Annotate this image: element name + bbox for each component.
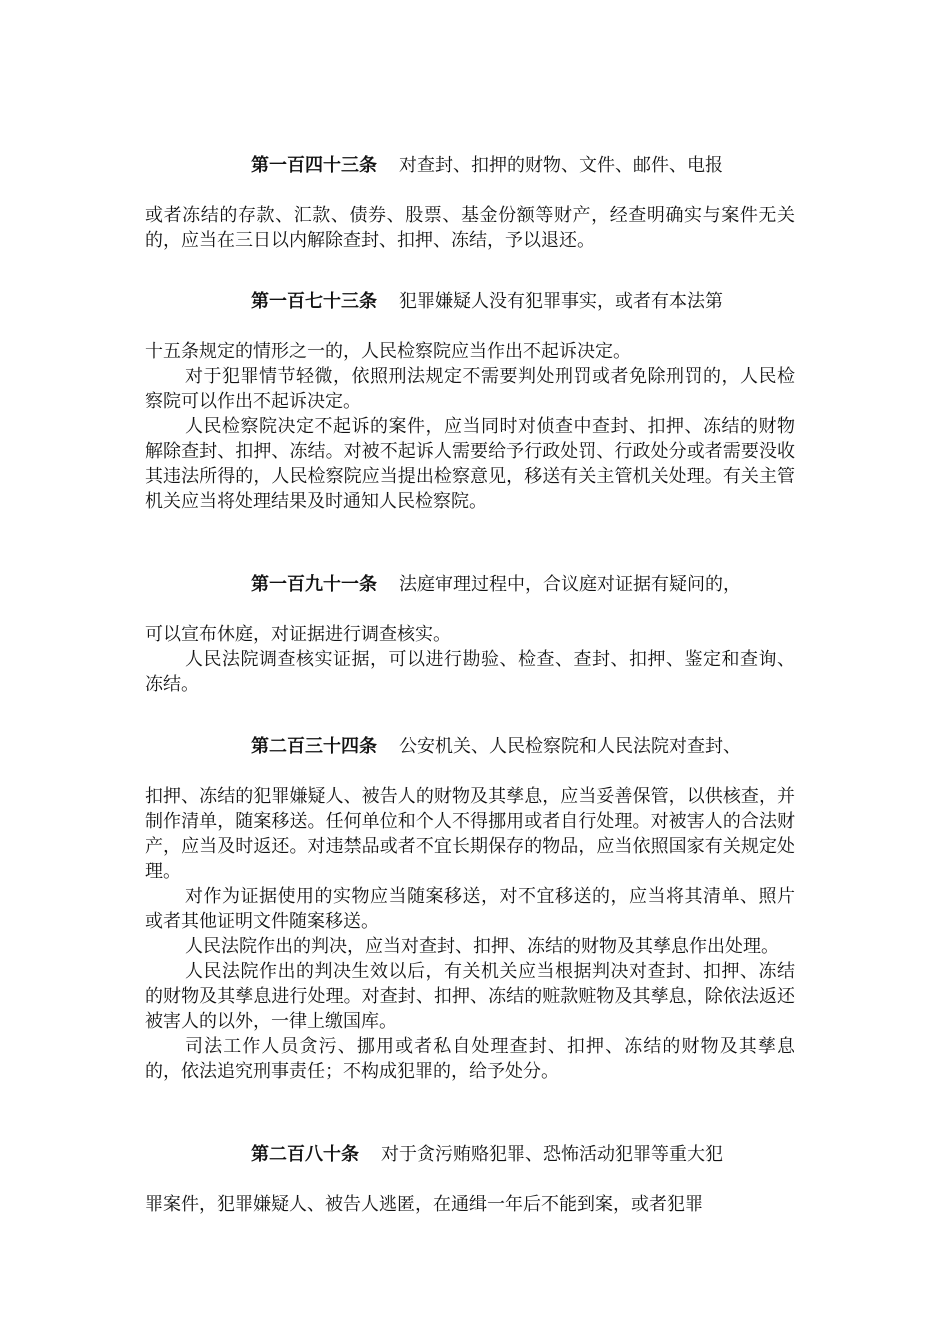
article-paragraph: 人民法院作出的判决生效以后，有关机关应当根据判决对查封、扣押、冻结的财物及其孳息进行处理。对查封、扣押、冻结的赃款赃物及其孳息，除依法返还被害人的以外，一律上缴国库。 <box>145 961 795 1032</box>
article-paragraph: 司法工作人员贪污、挪用或者私自处理查封、扣押、冻结的财物及其孳息的，依法追究刑事责任；不构成犯罪的，给予处分。 <box>145 1036 795 1082</box>
article-paragraph: 罪案件，犯罪嫌疑人、被告人逃匿，在通缉一年后不能到案，或者犯罪 <box>145 1194 703 1215</box>
article-paragraph: 十五条规定的情形之一的，人民检察院应当作出不起诉决定。 <box>145 341 631 362</box>
article-first-line <box>145 153 795 178</box>
article-paragraph: 人民检察院决定不起诉的案件，应当同时对侦查中查封、扣押、冻结的财物解除查封、扣押、冻结。对被不起诉人需要给予行政处罚、行政处分或者需要没收其违法所得的，人民检察院应当提出检察意见，移送有关主管机关处理。有关主管机关应当将处理结果及时通知人民检察院。 <box>145 416 795 512</box>
article-title: 第二百三十四条 <box>251 736 377 757</box>
article-143 <box>145 153 795 253</box>
article-first-line <box>145 1142 795 1167</box>
article-paragraph: 人民法院作出的判决，应当对查封、扣押、冻结的财物及其孳息作出处理。 <box>185 936 779 957</box>
article-title: 第一百四十三条 <box>251 155 377 176</box>
article-paragraph: 或者冻结的存款、汇款、债券、股票、基金份额等财产，经查明确实与案件无关的，应当在三日以内解除查封、扣押、冻结，予以退还。 <box>145 205 795 251</box>
article-paragraph: 对作为证据使用的实物应当随案移送，对不宜移送的，应当将其清单、照片或者其他证明文件随案移送。 <box>145 886 795 932</box>
article-first-line <box>145 734 795 759</box>
article-280 <box>145 1142 795 1217</box>
article-first-line-text: 犯罪嫌疑人没有犯罪事实，或者有本法第 <box>399 291 723 312</box>
article-title: 第一百七十三条 <box>251 291 377 312</box>
article-first-line <box>145 289 795 314</box>
article-234 <box>145 734 795 1084</box>
article-paragraph: 对于犯罪情节轻微，依照刑法规定不需要判处刑罚或者免除刑罚的，人民检察院可以作出不起诉决定。 <box>145 366 795 412</box>
article-paragraph: 人民法院调查核实证据，可以进行勘验、检查、查封、扣押、鉴定和查询、冻结。 <box>145 649 795 695</box>
article-first-line-text: 公安机关、人民检察院和人民法院对查封、 <box>399 736 741 757</box>
article-first-line-text: 对于贪污贿赂犯罪、恐怖活动犯罪等重大犯 <box>381 1144 723 1165</box>
article-173 <box>145 289 795 514</box>
article-first-line-text: 对查封、扣押的财物、文件、邮件、电报 <box>399 155 723 176</box>
article-first-line-text: 法庭审理过程中，合议庭对证据有疑问的， <box>399 574 741 595</box>
article-paragraph: 可以宣布休庭，对证据进行调查核实。 <box>145 624 451 645</box>
article-first-line <box>145 572 795 597</box>
article-paragraph: 扣押、冻结的犯罪嫌疑人、被告人的财物及其孳息，应当妥善保管，以供核查，并制作清单，随案移送。任何单位和个人不得挪用或者自行处理。对被害人的合法财产，应当及时返还。对违禁品或者不宜长期保存的物品，应当依照国家有关规定处理。 <box>145 786 795 882</box>
article-191 <box>145 572 795 697</box>
article-title: 第一百九十一条 <box>251 574 377 595</box>
article-title: 第二百八十条 <box>251 1144 359 1165</box>
